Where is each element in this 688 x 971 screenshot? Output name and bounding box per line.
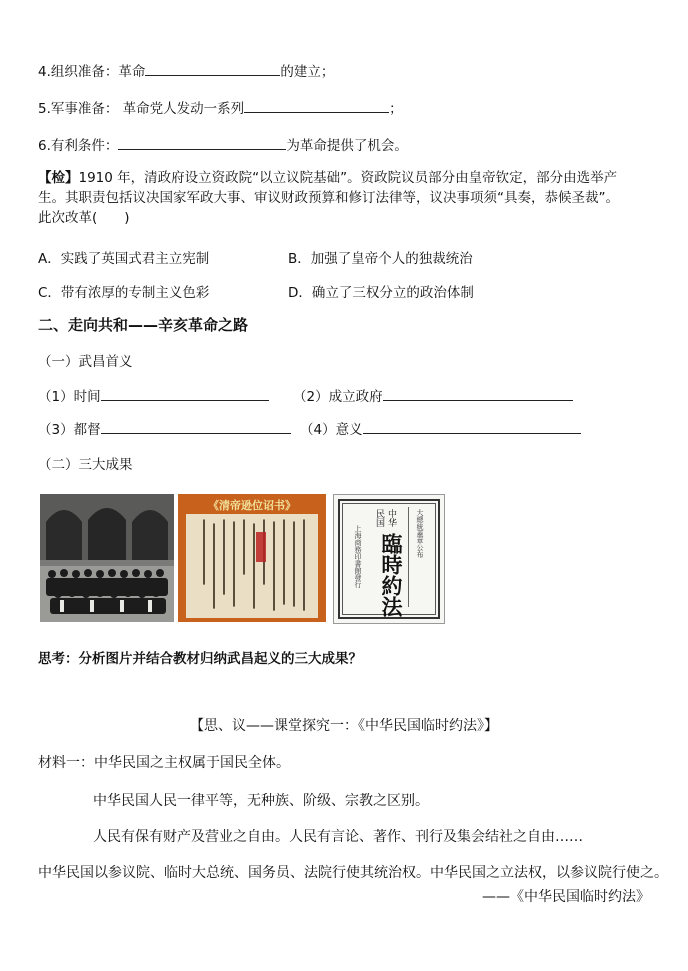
item-governor: [38, 418, 291, 438]
material-1-line-2: 中华民国人民一律平等，无种族、阶级、宗教之区别。: [93, 793, 429, 809]
material-1-line-1: [38, 752, 290, 772]
item-time: [38, 385, 269, 405]
q5-prefix: 5.军事准备： 革命党人发动一系列: [38, 101, 245, 117]
image-abdication-edict: [178, 494, 326, 622]
material-1-line-3: 人民有保有财产及营业之自由。人民有言论、著作、刊行及集会结社之自由……: [93, 829, 583, 845]
item-significance-label: （4）意义: [300, 422, 363, 438]
cover-divider: [408, 507, 409, 607]
edict-paper: [186, 514, 318, 618]
item-time-label: （1）时间: [38, 389, 101, 405]
cover-right-text: 大總統蓋章公布: [416, 509, 424, 558]
option-a[interactable]: A．实践了英国式君主立宪制: [38, 251, 210, 267]
edict-script-illustration: [186, 514, 318, 618]
option-c[interactable]: C．带有浓厚的专制主义色彩: [38, 285, 210, 301]
item-significance: [300, 418, 581, 438]
photo-group-illustration: [40, 494, 174, 622]
q5-blank[interactable]: [244, 98, 389, 113]
check-line-2: 生。其职责包括议决国家军政大事、审议财政预算和修订法律等，议决事项须“具奏，恭候圣裁”。: [38, 190, 619, 206]
q6-suffix: 为革命提供了机会。: [286, 138, 408, 154]
item-government: [293, 385, 573, 405]
material-1-source: ——《中华民国临时约法》: [482, 889, 650, 905]
question-4: [38, 60, 334, 80]
q6-blank[interactable]: [118, 135, 286, 150]
government-blank[interactable]: [383, 386, 573, 401]
q4-blank[interactable]: [145, 61, 280, 76]
cover-main-title: 臨時約法: [379, 533, 404, 617]
material-1-line-4: 中华民国以参议院、临时大总统、国务员、法院行使其统治权。中华民国之立法权，以参议院行使之。: [38, 865, 668, 881]
item-governor-label: （3）都督: [38, 422, 101, 438]
subsection-three-results: （二）三大成果: [38, 457, 133, 473]
item-government-label: （2）成立政府: [293, 389, 383, 405]
check-line-3: 此次改革( ): [38, 210, 130, 226]
q5-suffix: ；: [389, 101, 403, 117]
image-provisional-constitution: [333, 494, 445, 624]
cover-publisher: 上海商務印書館發行: [354, 525, 362, 588]
material-1-label: 材料一：: [38, 755, 94, 771]
q4-prefix: 4.组织准备：革命: [38, 64, 146, 80]
time-blank[interactable]: [101, 386, 269, 401]
cover-year-text: 民国: [374, 509, 384, 527]
explore-title: 【思、议——课堂探究一：《中华民国临时约法》】: [190, 718, 498, 734]
subsection-wuchang: （一）武昌首义: [38, 354, 133, 370]
significance-blank[interactable]: [363, 419, 581, 434]
q4-suffix: 的建立；: [280, 64, 335, 80]
option-b[interactable]: B．加强了皇帝个人的独裁统治: [288, 251, 473, 267]
edict-title: 《清帝逊位诏书》: [208, 499, 296, 512]
question-6: [38, 134, 408, 154]
cover-top-text: 中华: [386, 509, 396, 527]
photo-government-group: [40, 494, 174, 622]
governor-blank[interactable]: [101, 419, 291, 434]
check-tag: 【检】: [38, 170, 79, 186]
check-question: [38, 168, 653, 228]
option-d[interactable]: D．确立了三权分立的政治体制: [288, 285, 474, 301]
check-line-1: 1910 年，清政府设立资政院“以立议院基础”。资政院议员部分由皇帝钦定，部分由选举产: [78, 170, 618, 186]
material-1-text-1: 中华民国之主权属于国民全体。: [94, 755, 290, 771]
section-2-title: 二、走向共和——辛亥革命之路: [38, 316, 249, 334]
question-5: [38, 97, 403, 117]
q6-prefix: 6.有利条件：: [38, 138, 119, 154]
think-prompt: 思考：分析图片并结合教材归纳武昌起义的三大成果？: [38, 651, 362, 667]
